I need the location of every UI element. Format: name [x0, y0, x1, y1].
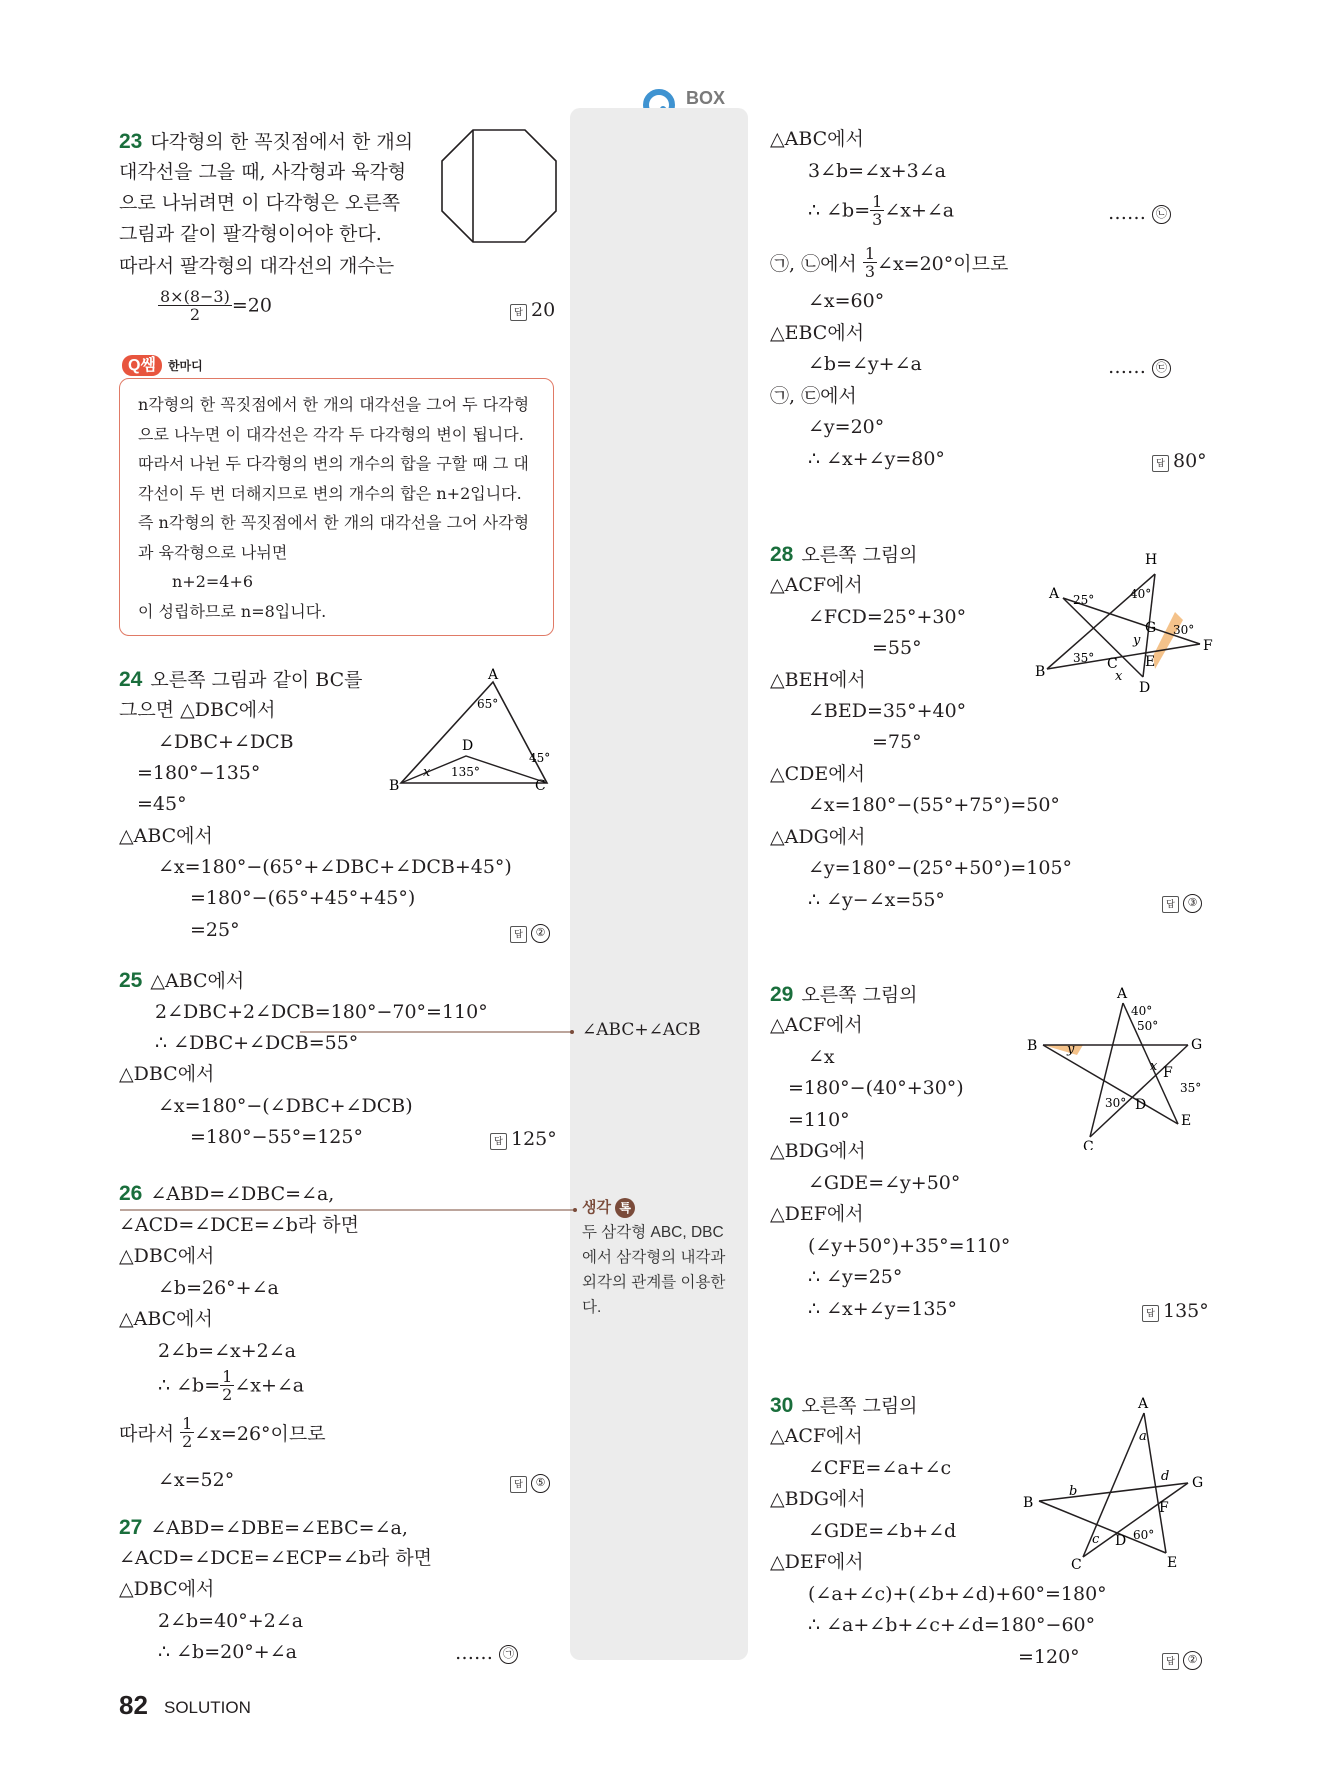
p27-mark2: …… ㉡: [1108, 202, 1171, 224]
p30-line7: ∴ ∠a+∠b+∠c+∠d=180°−60°: [808, 1614, 1096, 1636]
p27-right9: ∠y=20°: [808, 416, 885, 438]
fig28-label-a: A: [1049, 586, 1060, 602]
p26-line5: △ABC에서: [119, 1308, 213, 1330]
fig30-angle-60: 60°: [1133, 1528, 1155, 1542]
fig28-angle-30: 30°: [1173, 623, 1195, 637]
p29-line10: ∴ ∠x+∠y=135°: [808, 1298, 958, 1320]
p23-line4: 그림과 같이 팔각형이어야 한다.: [119, 223, 382, 245]
p27-line5: ∴ ∠b=20°+∠a: [158, 1641, 297, 1663]
p28-line0: 28 오른쪽 그림의: [770, 543, 918, 566]
fig29-angle-30: 30°: [1105, 1096, 1127, 1110]
page-number: 82: [119, 1690, 148, 1720]
fig28-label-g: G: [1145, 620, 1157, 636]
p27-right6: △EBC에서: [770, 322, 865, 344]
p29-number: 29: [770, 983, 794, 1006]
p28-line8: ∠x=180°−(55°+75°)=50°: [808, 794, 1060, 816]
fig28-angle-x: x: [1115, 669, 1123, 684]
answer-icon: 답: [1162, 1653, 1179, 1670]
p24-number: 24: [119, 668, 143, 691]
p27-answer: 답 80°: [1152, 450, 1207, 472]
fig28-angle-y: y: [1133, 633, 1141, 648]
p26-line9: ∠x=52°: [158, 1469, 235, 1491]
p26-answer: 답 ⑤: [510, 1471, 550, 1493]
p27-line4: 2∠b=40°+2∠a: [158, 1610, 304, 1632]
p25-line3: ∴ ∠DBC+∠DCB=55°: [155, 1032, 359, 1054]
p30-line6: (∠a+∠c)+(∠b+∠d)+60°=180°: [808, 1583, 1107, 1605]
fig30-label-b: B: [1023, 1495, 1034, 1511]
p26-line1: 26 ∠ABD=∠DBC=∠a,: [119, 1182, 335, 1205]
tip-line1: n각형의 한 꼭짓점에서 한 개의 대각선을 그어 두 다각형: [138, 395, 530, 414]
p28-line5: ∠BED=35°+40°: [808, 700, 967, 722]
p24-line9: =25°: [190, 919, 240, 941]
fig24-angle-65: 65°: [477, 697, 499, 711]
p25-connector: [300, 1020, 580, 1040]
fig29-angle-40: 40°: [1131, 1004, 1153, 1018]
p23-answer: 답 20: [510, 299, 555, 321]
p28-line6: =75°: [872, 731, 922, 753]
p27-right1: △ABC에서: [770, 128, 864, 150]
fig29-label-d: D: [1135, 1097, 1147, 1113]
p28-line7: △CDE에서: [770, 763, 865, 785]
p25-line6: =180°−55°=125°: [190, 1126, 363, 1148]
p24-line8: =180°−(65°+45°+45°): [190, 887, 416, 909]
p29-line9: ∴ ∠y=25°: [808, 1266, 903, 1288]
fig24-label-d: D: [462, 738, 474, 754]
fig29-label-c: C: [1083, 1139, 1094, 1150]
p25-number: 25: [119, 969, 143, 992]
p26-side-title: 생각 톡: [582, 1196, 635, 1218]
fig29-label-f: F: [1163, 1065, 1173, 1081]
box-label: BOX: [686, 88, 726, 108]
star-figure-29: [1025, 985, 1215, 1150]
p26-line3: △DBC에서: [119, 1245, 215, 1267]
p29-line2: ∠x: [808, 1046, 835, 1068]
p27-line3: △DBC에서: [119, 1578, 215, 1600]
fig29-label-e: E: [1181, 1113, 1192, 1129]
p26-line7: ∴ ∠b= $\frac{1}{2}$ ∠x+∠a: [158, 1367, 305, 1404]
fig28-label-c: C: [1107, 656, 1118, 672]
fig24-label-a: A: [488, 668, 499, 683]
p26-line8: 따라서 $\frac{1}{2}$ ∠x=26°이므로: [119, 1414, 326, 1451]
tok-badge: 톡: [615, 1198, 635, 1218]
p25-line2: 2∠DBC+2∠DCB=180°−70°=110°: [155, 1001, 488, 1023]
p28-line3: =55°: [872, 637, 922, 659]
fig30-angle-b: b: [1069, 1484, 1078, 1499]
fig28-label-h: H: [1145, 552, 1158, 568]
p28-line9: △ADG에서: [770, 826, 866, 848]
p30-line5: △DEF에서: [770, 1551, 864, 1573]
fig29-label-b: B: [1027, 1038, 1038, 1054]
p23-line1: 23 다각형의 한 꼭짓점에서 한 개의: [119, 130, 414, 153]
p26-number: 26: [119, 1182, 143, 1205]
p30-line0: 30 오른쪽 그림의: [770, 1394, 918, 1417]
fig28-angle-35: 35°: [1073, 651, 1095, 665]
p27-mark3: …… ㉢: [1108, 356, 1171, 378]
p30-number: 30: [770, 1394, 794, 1417]
fig29-label-a: A: [1117, 986, 1128, 1002]
p29-line0: 29 오른쪽 그림의: [770, 983, 918, 1006]
star-figure-28: [1035, 546, 1215, 696]
tip-line4: 각선이 두 번 더해지므로 변의 개수의 합은 n+2입니다.: [138, 484, 522, 503]
answer-icon: 답: [1152, 455, 1169, 472]
fig30-label-a: A: [1138, 1396, 1149, 1412]
p26-line4: ∠b=26°+∠a: [158, 1277, 279, 1299]
p26-connector: [120, 1200, 582, 1220]
fig30-angle-d: d: [1161, 1469, 1170, 1484]
p27-right10: ∴ ∠x+∠y=80°: [808, 448, 945, 470]
star-figure-30: [1015, 1395, 1215, 1575]
side-column: [570, 108, 748, 1660]
p27-line1: 27 ∠ABD=∠DBE=∠EBC=∠a,: [119, 1516, 408, 1539]
triangle-figure-24: [385, 668, 565, 796]
p23-number: 23: [119, 130, 143, 153]
fig29-angle-35: 35°: [1180, 1081, 1202, 1095]
p24-line7: ∠x=180°−(65°+∠DBC+∠DCB+45°): [158, 856, 512, 878]
p23-line5: 따라서 팔각형의 대각선의 개수는: [119, 255, 395, 277]
tip-line3: 따라서 나뉜 두 다각형의 변의 개수의 합을 구할 때 그 대: [138, 454, 529, 473]
p24-line3: ∠DBC+∠DCB: [158, 731, 294, 753]
p27-right4: ㉠, ㉡에서 $\frac{1}{3}$ ∠x=20°이므로: [770, 244, 1009, 281]
fig24-angle-135: 135°: [451, 765, 480, 779]
p24-line6: △ABC에서: [119, 825, 213, 847]
p27-right5: ∠x=60°: [808, 290, 885, 312]
p28-line10: ∠y=180°−(25°+50°)=105°: [808, 857, 1073, 879]
p30-answer: 답 ②: [1162, 1648, 1202, 1670]
p29-line7: △DEF에서: [770, 1203, 864, 1225]
fig24-angle-x: x: [423, 765, 431, 780]
p23-line3: 으로 나뉘려면 이 다각형은 오른쪽: [119, 192, 401, 214]
tip-line2: 으로 나누면 이 대각선은 각각 두 다각형의 변이 됩니다.: [138, 425, 524, 444]
fig30-label-g: G: [1192, 1475, 1204, 1491]
fig30-label-c: C: [1071, 1557, 1082, 1573]
p23-equation: $\frac{8\times(8-3)}{2}$ =20: [160, 287, 272, 324]
p29-line1: △ACF에서: [770, 1014, 863, 1036]
answer-icon: 답: [490, 1133, 507, 1150]
fig24-angle-45: 45°: [529, 751, 551, 765]
fig29-angle-x: x: [1150, 1059, 1158, 1074]
fig28-angle-40: 40°: [1130, 587, 1152, 601]
p26-line2: ∠ACD=∠DCE=∠b라 하면: [119, 1214, 359, 1236]
tip-line5: 즉 n각형의 한 꼭짓점에서 한 개의 대각선을 그어 사각형: [138, 513, 530, 532]
p23-fraction: $\frac{8\times(8-3)}{2}$: [160, 287, 230, 324]
fig29-angle-y: y: [1067, 1042, 1075, 1057]
p26-side-line1: 두 삼각형 ABC, DBC: [582, 1224, 724, 1241]
p29-line5: △BDG에서: [770, 1140, 866, 1162]
p24-line2: 그으면 △DBC에서: [119, 699, 276, 721]
p27-line2: ∠ACD=∠DCE=∠ECP=∠b라 하면: [119, 1547, 433, 1569]
p28-line4: △BEH에서: [770, 669, 866, 691]
p29-answer: 답 135°: [1142, 1300, 1209, 1322]
p25-line4: △DBC에서: [119, 1063, 215, 1085]
tip-line6: 과 육각형으로 나뉘면: [138, 543, 288, 562]
p26-side-line2: 에서 삼각형의 내각과: [582, 1249, 726, 1266]
p29-line3: =180°−(40°+30°): [788, 1077, 964, 1099]
p25-side-note: ∠ABC+∠ACB: [582, 1020, 701, 1040]
p29-line6: ∠GDE=∠y+50°: [808, 1172, 961, 1194]
fig24-label-c: C: [535, 778, 546, 794]
p28-number: 28: [770, 543, 794, 566]
fig29-angle-50: 50°: [1137, 1019, 1159, 1033]
p26-side-line3: 외각의 관계를 이용한: [582, 1274, 726, 1291]
fig28-label-f: F: [1203, 638, 1213, 654]
fig28-label-b: B: [1035, 664, 1046, 680]
footer-section: SOLUTION: [164, 1698, 251, 1717]
p26-side-line4: 다.: [582, 1299, 602, 1316]
fig29-label-g: G: [1191, 1037, 1203, 1053]
p28-answer: 답 ③: [1162, 891, 1202, 913]
p27-right2: 3∠b=∠x+3∠a: [808, 160, 946, 182]
fig30-label-e: E: [1167, 1555, 1178, 1571]
p28-line1: △ACF에서: [770, 574, 863, 596]
p27-right3: ∴ ∠b= $\frac{1}{3}$ ∠x+∠a: [808, 192, 955, 229]
octagon-figure: [440, 128, 558, 244]
answer-icon: 답: [1162, 896, 1179, 913]
p26-line6: 2∠b=∠x+2∠a: [158, 1340, 296, 1362]
p23-line2: 대각선을 그을 때, 사각형과 육각형: [119, 161, 407, 183]
tip-line8: 이 성립하므로 n=8입니다.: [138, 602, 327, 621]
p24-answer: 답 ②: [510, 921, 550, 943]
fig30-angle-c: c: [1092, 1532, 1100, 1547]
p30-line2: ∠CFE=∠a+∠c: [808, 1457, 952, 1479]
p29-line4: =110°: [788, 1109, 850, 1131]
p30-line8: =120°: [1018, 1646, 1080, 1668]
fig28-angle-25: 25°: [1073, 593, 1095, 607]
p27-number: 27: [119, 1516, 143, 1539]
fig30-angle-a: a: [1139, 1429, 1147, 1444]
p30-line1: △ACF에서: [770, 1425, 863, 1447]
p27-right8: ㉠, ㉢에서: [770, 385, 857, 407]
p27-mark1: …… ㉠: [455, 1642, 518, 1664]
answer-icon: 답: [510, 304, 527, 321]
fig30-label-f: F: [1159, 1500, 1169, 1516]
tip-title: [122, 352, 203, 375]
p28-line11: ∴ ∠y−∠x=55°: [808, 889, 945, 911]
p30-line4: ∠GDE=∠b+∠d: [808, 1520, 957, 1542]
fig28-label-e: E: [1145, 654, 1156, 670]
p24-line5: =45°: [137, 793, 187, 815]
p25-line5: ∠x=180°−(∠DBC+∠DCB): [158, 1095, 413, 1117]
tip-line7: n+2=4+6: [172, 572, 254, 591]
answer-icon: 답: [510, 1476, 527, 1493]
answer-icon: 답: [510, 926, 527, 943]
tip-title-text: 한마디: [167, 359, 203, 373]
p29-line8: (∠y+50°)+35°=110°: [808, 1235, 1011, 1257]
answer-icon: 답: [1142, 1305, 1159, 1322]
fig24-label-b: B: [389, 778, 400, 794]
p28-line2: ∠FCD=25°+30°: [808, 606, 967, 628]
fig30-label-d: D: [1115, 1533, 1127, 1549]
p25-answer: 답 125°: [490, 1128, 557, 1150]
p27-right7: ∠b=∠y+∠a: [808, 353, 922, 375]
p24-line1: 24 오른쪽 그림과 같이 BC를: [119, 668, 363, 691]
p25-line1: 25 △ABC에서: [119, 969, 245, 992]
fig28-label-d: D: [1139, 680, 1151, 696]
p24-line4: =180°−135°: [137, 762, 261, 784]
p30-line3: △BDG에서: [770, 1488, 866, 1510]
q-teacher-badge: Q쌤: [122, 355, 162, 376]
